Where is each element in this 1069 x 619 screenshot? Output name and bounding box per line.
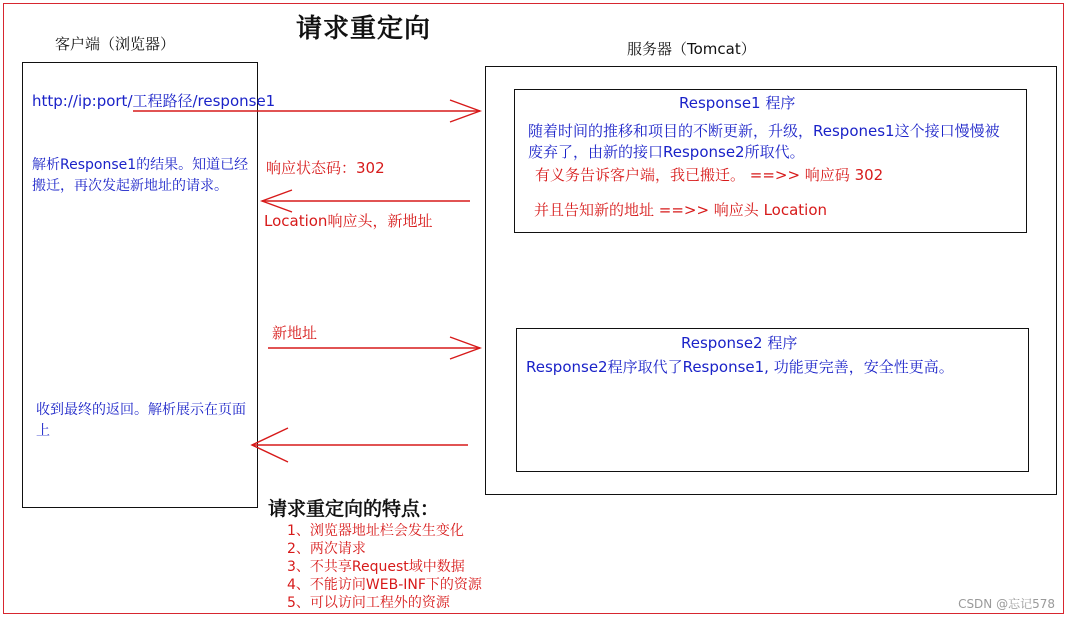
client-label: 客户端（浏览器） <box>55 35 176 53</box>
redirect-arrow <box>262 190 470 212</box>
feature-item-3: 3、不共享Request域中数据 <box>287 559 465 575</box>
server-label: 服务器（Tomcat） <box>627 40 756 58</box>
response1-line2: 并且告知新的地址 ==>> 响应头 Location <box>534 201 828 219</box>
features-title: 请求重定向的特点： <box>268 498 440 520</box>
client-final-text: 收到最终的返回。解析展示在页面上 <box>36 402 246 439</box>
feature-item-1: 1、浏览器地址栏会发生变化 <box>287 523 464 539</box>
feature-item-5: 5、可以访问工程外的资源 <box>287 595 450 611</box>
watermark: CSDN @忘记578 <box>958 597 1055 611</box>
feature-item-2: 2、两次请求 <box>287 541 366 557</box>
response1-line1: 有义务告诉客户端，我已搬迁。 ==>> 响应码 302 <box>535 166 884 184</box>
response1-desc: 随着时间的推移和项目的不断更新，升级，Respones1这个接口慢慢被废弃了，由新的接口Response2所取代。 <box>528 122 1000 161</box>
location-label: Location响应头，新地址 <box>264 212 433 230</box>
new-address-label: 新地址 <box>272 324 318 342</box>
response2-desc: Response2程序取代了Response1, 功能更完善，安全性更高。 <box>526 358 954 376</box>
response1-title: Response1 程序 <box>679 94 796 112</box>
response2-title: Response2 程序 <box>681 334 798 352</box>
client-parse-text: 解析Response1的结果。知道已经搬迁，再次发起新地址的请求。 <box>32 157 249 194</box>
final-response-arrow <box>252 428 468 462</box>
client-url: http://ip:port/工程路径/response1 <box>32 92 276 110</box>
diagram-title: 请求重定向 <box>296 14 432 44</box>
status-code-label: 响应状态码：302 <box>266 159 385 177</box>
request-arrow-2 <box>268 337 480 359</box>
request-arrow-1 <box>133 100 480 122</box>
feature-item-4: 4、不能访问WEB-INF下的资源 <box>287 577 482 593</box>
